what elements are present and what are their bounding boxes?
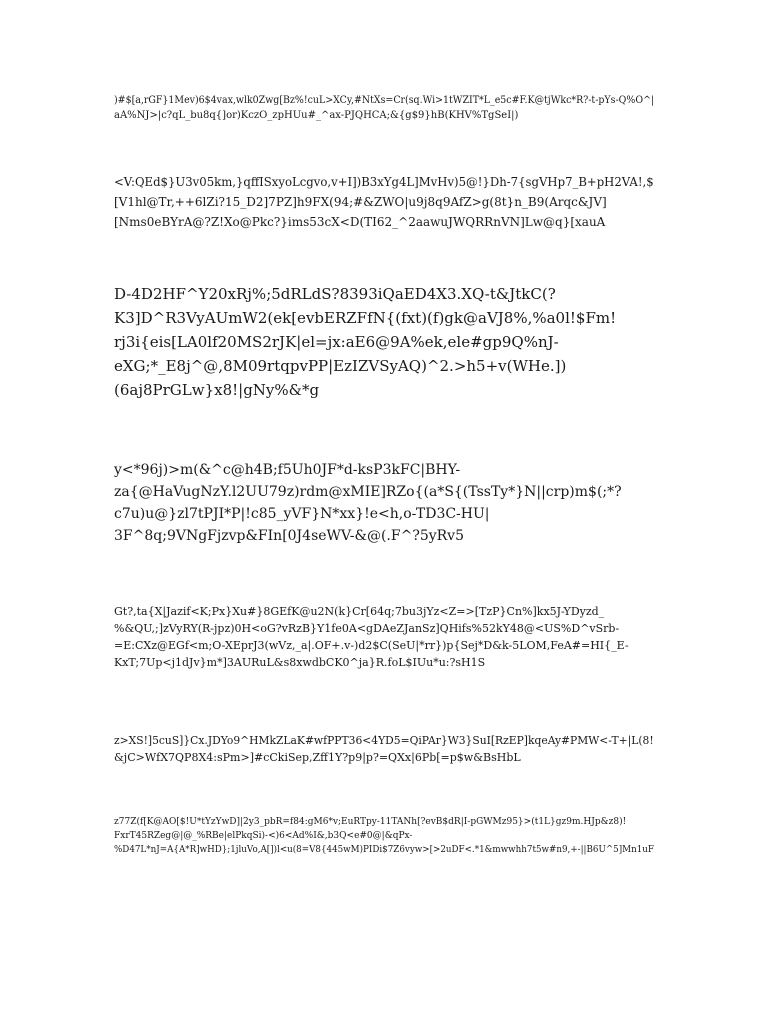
paragraph-line: 3F^8q;9VNgFjzvp&FIn[0J4seWV-&@(.F^?5yRv5 (114, 528, 464, 544)
paragraph-line: =E:CXz@EGf<m;O-XEprJ3(wVz,_a|.OF+.v-)d2$C(SeU|*rr})p{Sej*D&k-5LOM,FeA#=HI{_E- (114, 639, 629, 652)
paragraph-5 (114, 603, 654, 671)
paragraph-line: KxT;7Up<j1dJv}m*]3AURuL&s8xwdbCK0^ja}R.foL$IUu*u:?sH1S (114, 656, 486, 669)
paragraph-line: eXG;*_E8j^@,8M09rtqpvPP|EzIZVSyAQ)^2.>h5+v(WHe.]) (114, 357, 567, 375)
paragraph-1 (114, 93, 654, 123)
paragraph-line: z>XS!]5cuS]}Cx.JDYo9^HMkZLaK#wfPPT36<4YD5=QiPAr}W3}SuI[RzEP]kqeAy#PMW<-T+|L(8! (114, 734, 654, 747)
paragraph-4 (114, 459, 654, 547)
paragraph-7 (114, 815, 654, 857)
paragraph-line: za{@HaVugNzY.l2UU79z)rdm@xMIE]RZo{(a*S{(TssTy*}N||crp)m$(;*? (114, 484, 622, 500)
paragraph-line: [Nms0eBYrA@?Z!Xo@Pkc?}ims53cX<D(TI62_^2aawuJWQRRnVN]Lw@q}[xauA (114, 215, 606, 229)
paragraph-line: D-4D2HF^Y20xRj%;5dRLdS?8393iQaED4X3.XQ-t&JtkC(? (114, 285, 556, 303)
paragraph-line: %&QU,;]zVyRY(R-jpz)0H<oG?vRzB}Y1fe0A<gDAeZJanSz]QHifs%52kY48@<US%D^vSrb- (114, 622, 620, 635)
paragraph-line: [V1hl@Tr,++6lZi?15_D2]7PZ]h9FX(94;#&ZWO|u9j8q9AfZ>g(8t}n_B9(Arqc&JV] (114, 195, 607, 209)
paragraph-line: c7u)u@}zl7tPJI*P|!c85_yVF}N*xx}!e<h,o-TD3C-HU| (114, 506, 490, 522)
paragraph-line: aA%NJ>|c?qL_bu8q{]or)KczO_zpHUu#_^ax-PJQHCA;&{g$9}hB(KHV%TgSeI|) (114, 110, 519, 121)
paragraph-line: %D47L*nJ=A{A*R]wHD};1jluVo,A[])l<u(8=V8{445wM)PIDi$7Z6vyw>[>2uDF<.*1&mwwhh7t5w#n9,+-||B6U^5]Mn1uF (114, 845, 654, 855)
paragraph-3 (114, 282, 654, 402)
paragraph-line: <V:QEd$}U3v05km,}qffISxyoLcgvo,v+I])B3xYg4L]MvHv)5@!}Dh-7{sgVHp7_B+pH2VA!,$ (114, 175, 654, 189)
paragraph-line: y<*96j)>m(&^c@h4B;f5Uh0JF*d-ksP3kFC|BHY- (114, 462, 461, 478)
paragraph-line: &jC>WfX7QP8X4:sPm>]#cCkiSep,Zff1Y?p9|p?=QXx|6Pb[=p$w&BsHbL (114, 751, 521, 764)
paragraph-line: z77Z(f[K@AO[$!U*tYzYwD]|2y3_pbR=f84:gM6*v;EuRTpy-11TANh[?evB$dR|I-pGWMz95}>(t1L}gz9m.HJp&z8)! (114, 817, 627, 827)
paragraph-line: FxrT45RZeg@|@_%RBe|elPkqSi)-<)6<Ad%I&,b3Q<e#0@|&qPx- (114, 831, 413, 841)
paragraph-6 (114, 732, 654, 766)
paragraph-line: (6aj8PrGLw}x8!|gNy%&*g (114, 381, 320, 399)
paragraph-line: )#$[a,rGF}1Mev)6$4vax,wlk0Zwg[Bz%!cuL>XCy,#NtXs=Cr(sq.Wi>1tWZIT*L_e5c#F.K@tjWkc*R?-t-pYs-Q%O^| (114, 95, 655, 106)
paragraph-line: rj3i{eis[LA0lf20MS2rJK|el=jx:aE6@9A%ek,ele#gp9Q%nJ- (114, 333, 559, 351)
paragraph-line: Gt?,ta{X|Jazif<K;Px}Xu#}8GEfK@u2N(k}Cr[64q;7bu3jYz<Z=>[TzP}Cn%]kx5J-YDyzd_ (114, 605, 605, 618)
paragraph-line: K3]D^R3VyAUmW2(ek[evbERZFfN{(fxt)(f)gk@aVJ8%,%a0l!$Fm! (114, 309, 617, 327)
paragraph-2 (114, 172, 654, 232)
